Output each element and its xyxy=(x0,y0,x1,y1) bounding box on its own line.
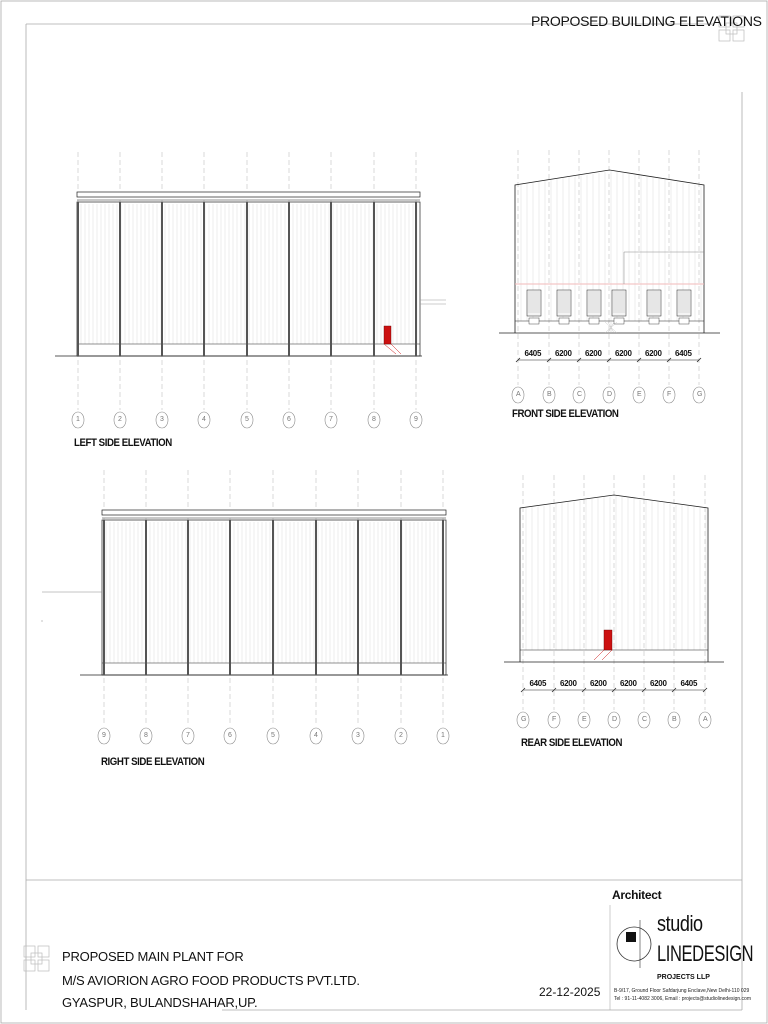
architect-subtitle: PROJECTS LLP xyxy=(657,974,710,981)
left-column xyxy=(203,202,205,356)
left-grid-label: 7 xyxy=(329,416,333,423)
rear-door xyxy=(604,630,612,650)
right-elevation-title: RIGHT SIDE ELEVATION xyxy=(101,756,205,768)
rear-grid-label: G xyxy=(521,716,527,723)
left-column xyxy=(330,202,332,356)
right-column xyxy=(357,520,359,675)
right-grid-label: 3 xyxy=(356,732,360,739)
right-grid-label: 6 xyxy=(228,732,232,739)
left-column xyxy=(77,202,79,356)
right-column xyxy=(187,520,189,675)
left-column xyxy=(119,202,121,356)
left-grid-label: 4 xyxy=(202,416,206,423)
right-grid-label: 5 xyxy=(271,732,275,739)
right-column xyxy=(145,520,147,675)
right-column xyxy=(442,520,444,675)
sheet-title: PROPOSED BUILDING ELEVATIONS xyxy=(531,13,762,29)
front-dock-leveller xyxy=(589,318,599,324)
front-dock-leveller xyxy=(679,318,689,324)
rear-grid-label: C xyxy=(642,716,648,723)
front-grid-label: A xyxy=(516,391,521,398)
left-column xyxy=(161,202,163,356)
front-dimension-value: 6405 xyxy=(675,349,692,358)
title-logo-tiles xyxy=(24,946,49,971)
front-grid-label: B xyxy=(547,391,552,398)
left-grid-label: 9 xyxy=(414,416,418,423)
front-dimension-value: 6200 xyxy=(585,349,602,358)
left-column xyxy=(415,202,417,356)
architect-logo-square xyxy=(626,932,636,942)
left-door xyxy=(384,326,391,344)
rear-dimension-value: 6200 xyxy=(650,679,667,688)
rear-grid-label: F xyxy=(552,716,557,723)
architect-heading: Architect xyxy=(612,888,662,902)
right-column xyxy=(315,520,317,675)
right-grid-label: 8 xyxy=(144,732,148,739)
front-dimension-value: 6200 xyxy=(555,349,572,358)
rear-ramp-line xyxy=(602,650,612,660)
rear-elevation-title: REAR SIDE ELEVATION xyxy=(521,737,623,749)
right-column xyxy=(272,520,274,675)
architect-name-1: studio xyxy=(657,911,703,936)
rear-ramp-line xyxy=(594,650,604,660)
front-dimension-value: 6405 xyxy=(524,349,542,358)
project-line-2: M/S AVIORION AGRO FOOD PRODUCTS PVT.LTD. xyxy=(62,973,360,988)
rear-dimension-value: 6405 xyxy=(529,679,547,688)
left-grid-label: 3 xyxy=(160,416,164,423)
front-dock-leveller xyxy=(529,318,539,324)
rear-dimension-value: 6405 xyxy=(680,679,698,688)
front-grid-label: G xyxy=(697,391,703,398)
right-column xyxy=(400,520,402,675)
left-column xyxy=(246,202,248,356)
left-grid-label: 5 xyxy=(245,416,249,423)
front-dock-leveller xyxy=(559,318,569,324)
front-grid-label: C xyxy=(577,391,583,398)
rear-grid-label: B xyxy=(672,716,677,723)
drawing-date: 22-12-2025 xyxy=(539,985,601,999)
left-side-elevation-drawing xyxy=(55,152,446,428)
rear-dimension-value: 6200 xyxy=(620,679,637,688)
right-parapet xyxy=(102,510,446,515)
front-dock-leveller xyxy=(649,318,659,324)
front-side-elevation-drawing xyxy=(499,150,720,403)
front-grid-label: E xyxy=(637,391,642,398)
right-grid-label: 2 xyxy=(399,732,403,739)
left-grid-label: 1 xyxy=(76,416,80,423)
right-column xyxy=(103,520,105,675)
front-dimension-value: 6200 xyxy=(645,349,662,358)
right-column xyxy=(229,520,231,675)
rear-grid-label: D xyxy=(612,716,618,723)
right-grid-label: 4 xyxy=(314,732,318,739)
front-gable-outline xyxy=(515,170,704,333)
architect-address: B-9/17, Ground Floor Safdarjung Enclave,New Delhi-110 029 xyxy=(614,988,750,994)
rear-grid-label: E xyxy=(582,716,587,723)
project-line-3: GYASPUR, BULANDSHAHAR,UP. xyxy=(62,995,258,1010)
logos xyxy=(24,16,744,971)
right-grid-label: 1 xyxy=(441,732,445,739)
right-grid-label: 7 xyxy=(186,732,190,739)
left-column xyxy=(373,202,375,356)
architect-contact: Tel : 91-11-4082 3006, Email : projects@studiolinedesign.com xyxy=(614,996,752,1002)
rear-dimension-value: 6200 xyxy=(560,679,577,688)
left-elevation-title: LEFT SIDE ELEVATION xyxy=(74,437,172,449)
left-column xyxy=(288,202,290,356)
rear-side-elevation-drawing xyxy=(504,475,724,728)
left-ramp-line xyxy=(384,344,396,354)
left-wall xyxy=(77,202,420,356)
front-dock-leveller xyxy=(614,318,624,324)
left-grid-label: 6 xyxy=(287,416,291,423)
architect-name-2: LINEDESIGN xyxy=(657,941,754,966)
left-grid-label: 2 xyxy=(118,416,122,423)
left-ramp-line xyxy=(391,344,401,354)
project-line-1: PROPOSED MAIN PLANT FOR xyxy=(62,949,244,964)
left-parapet xyxy=(77,192,420,197)
front-grid-label: F xyxy=(667,391,672,398)
rear-grid-label: A xyxy=(703,716,708,723)
right-grid-label: 9 xyxy=(102,732,106,739)
rear-dimension-value: 6200 xyxy=(590,679,607,688)
front-dimension-value: 6200 xyxy=(615,349,632,358)
front-grid-label: D xyxy=(607,391,613,398)
left-grid-label: 8 xyxy=(372,416,376,423)
front-elevation-title: FRONT SIDE ELEVATION xyxy=(512,408,619,420)
right-side-elevation-drawing xyxy=(42,470,449,744)
